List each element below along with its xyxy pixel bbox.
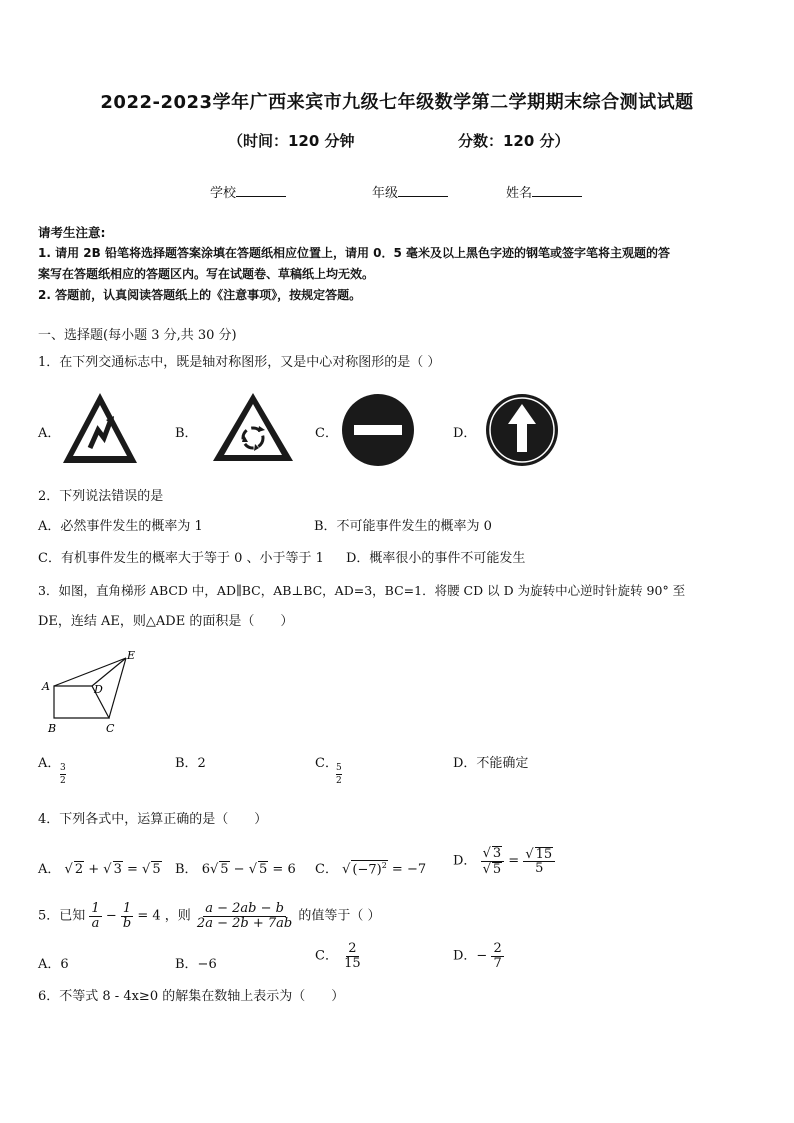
q1-option-b-label[interactable]: B． (175, 426, 198, 441)
exam-time: （时间：120 分钟 (228, 132, 355, 150)
segment-de (92, 658, 126, 686)
q2-option-b[interactable]: B．不可能事件发生的概率为 0 (314, 519, 492, 534)
q2-option-a[interactable]: A．必然事件发生的概率为 1 (38, 519, 203, 534)
label-e: E (127, 649, 136, 662)
segment-ae (54, 658, 126, 686)
label-d: D (94, 683, 103, 696)
warning-sign-icon (60, 390, 140, 466)
q5-option-a[interactable]: A．6 (38, 957, 69, 972)
roundabout-sign-icon (210, 390, 296, 464)
q3-option-d[interactable]: D．不能确定 (453, 756, 529, 771)
notice-heading: 请考生注意: (38, 225, 106, 240)
q2-stem: 2．下列说法错误的是 (38, 489, 164, 504)
grade-field[interactable] (372, 182, 448, 201)
q3-option-a-fraction: 3 2 (60, 763, 66, 786)
q4-stem: 4．下列各式中，运算正确的是（ ） (38, 812, 268, 827)
segment-ce (109, 658, 126, 718)
q5-option-d[interactable]: D．− $\frac{2}{7}$ (453, 941, 502, 971)
grade-label: 年级 (372, 186, 399, 201)
section-heading: 一、选择题(每小题 3 分,共 30 分) (38, 328, 237, 343)
q1-option-d-label[interactable]: D． (453, 426, 477, 441)
school-field[interactable] (210, 182, 286, 201)
q1-stem: 1．在下列交通标志中，既是轴对称图形，又是中心对称图形的是（ ） (38, 355, 441, 370)
straight-ahead-sign-icon (484, 392, 560, 468)
name-label: 姓名 (506, 186, 533, 201)
label-b: B (48, 722, 57, 735)
name-field[interactable] (506, 182, 582, 201)
exam-title: 2022-2023学年广西来宾市九级七年级数学第二学期期末综合测试试题 (100, 92, 694, 113)
q3-stem-line-2: DE，连结 AE，则△ADE 的面积是（ ） (38, 614, 294, 629)
q3-option-b[interactable]: B．2 (175, 756, 206, 771)
school-label: 学校 (210, 186, 237, 201)
q1-option-a-label[interactable]: A． (38, 426, 61, 441)
q4-option-d[interactable]: D． √ 3 √ 5 = √ $\frac{15}{5}$ (453, 846, 555, 876)
q3-option-a[interactable]: A． (38, 756, 61, 771)
q5-stem: 5．已知 $\frac{1}{a}$ − $\frac{1}{b}$ = 4 ，则 $\frac{a - 2ab - b}{2a - 2b + 7ab}$ 的值等于（ ） (38, 901, 381, 931)
q6-stem: 6．不等式 8 - 4x≥0 的解集在数轴上表示为（ ） (38, 989, 345, 1004)
trapezoid-figure (36, 648, 146, 738)
q4-option-c[interactable]: C． √ $(-7)^2 = -7$ (315, 858, 426, 877)
notice-line-1b: 案写在答题纸相应的答题区内。写在试题卷、草稿纸上均无效。 (38, 267, 375, 281)
q5-option-c[interactable]: C． $\frac{2}{15}$ (315, 941, 361, 971)
q3-stem-line-1: 3．如图，直角梯形 ABCD 中，AD∥BC，AB⊥BC，AD=3，BC=1．将腰 CD 以 D 为旋转中心逆时针旋转 90° 至 (38, 583, 686, 598)
notice-line-2: 2. 答题前，认真阅读答题纸上的《注意事项》，按规定答题。 (38, 288, 362, 302)
q3-option-c-fraction: 5 2 (336, 763, 342, 786)
q3-option-c[interactable]: C． (315, 756, 338, 771)
q4-option-a[interactable]: A． √ 2 + √ 3 = √ 5 (38, 858, 162, 877)
q2-option-c[interactable]: C．有机事件发生的概率大于等于 0 、小于等于 1 (38, 551, 324, 566)
label-c: C (106, 722, 115, 735)
exam-score: 分数：120 分） (458, 132, 570, 150)
notice-line-1a: 1. 请用 2B 铅笔将选择题答案涂填在答题纸相应位置上，请用 0．5 毫米及以上黑色字迹的钢笔或签字笔将主观题的答 (38, 246, 670, 260)
q4-option-b[interactable]: B． 6√ 5 − √ 5 = 6 (175, 858, 296, 877)
no-entry-sign-icon (340, 392, 416, 468)
q5-option-b[interactable]: B．−6 (175, 957, 217, 972)
q2-option-d[interactable]: D．概率很小的事件不可能发生 (346, 551, 526, 566)
label-a: A (42, 680, 50, 693)
q1-option-c-label[interactable]: C． (315, 426, 338, 441)
